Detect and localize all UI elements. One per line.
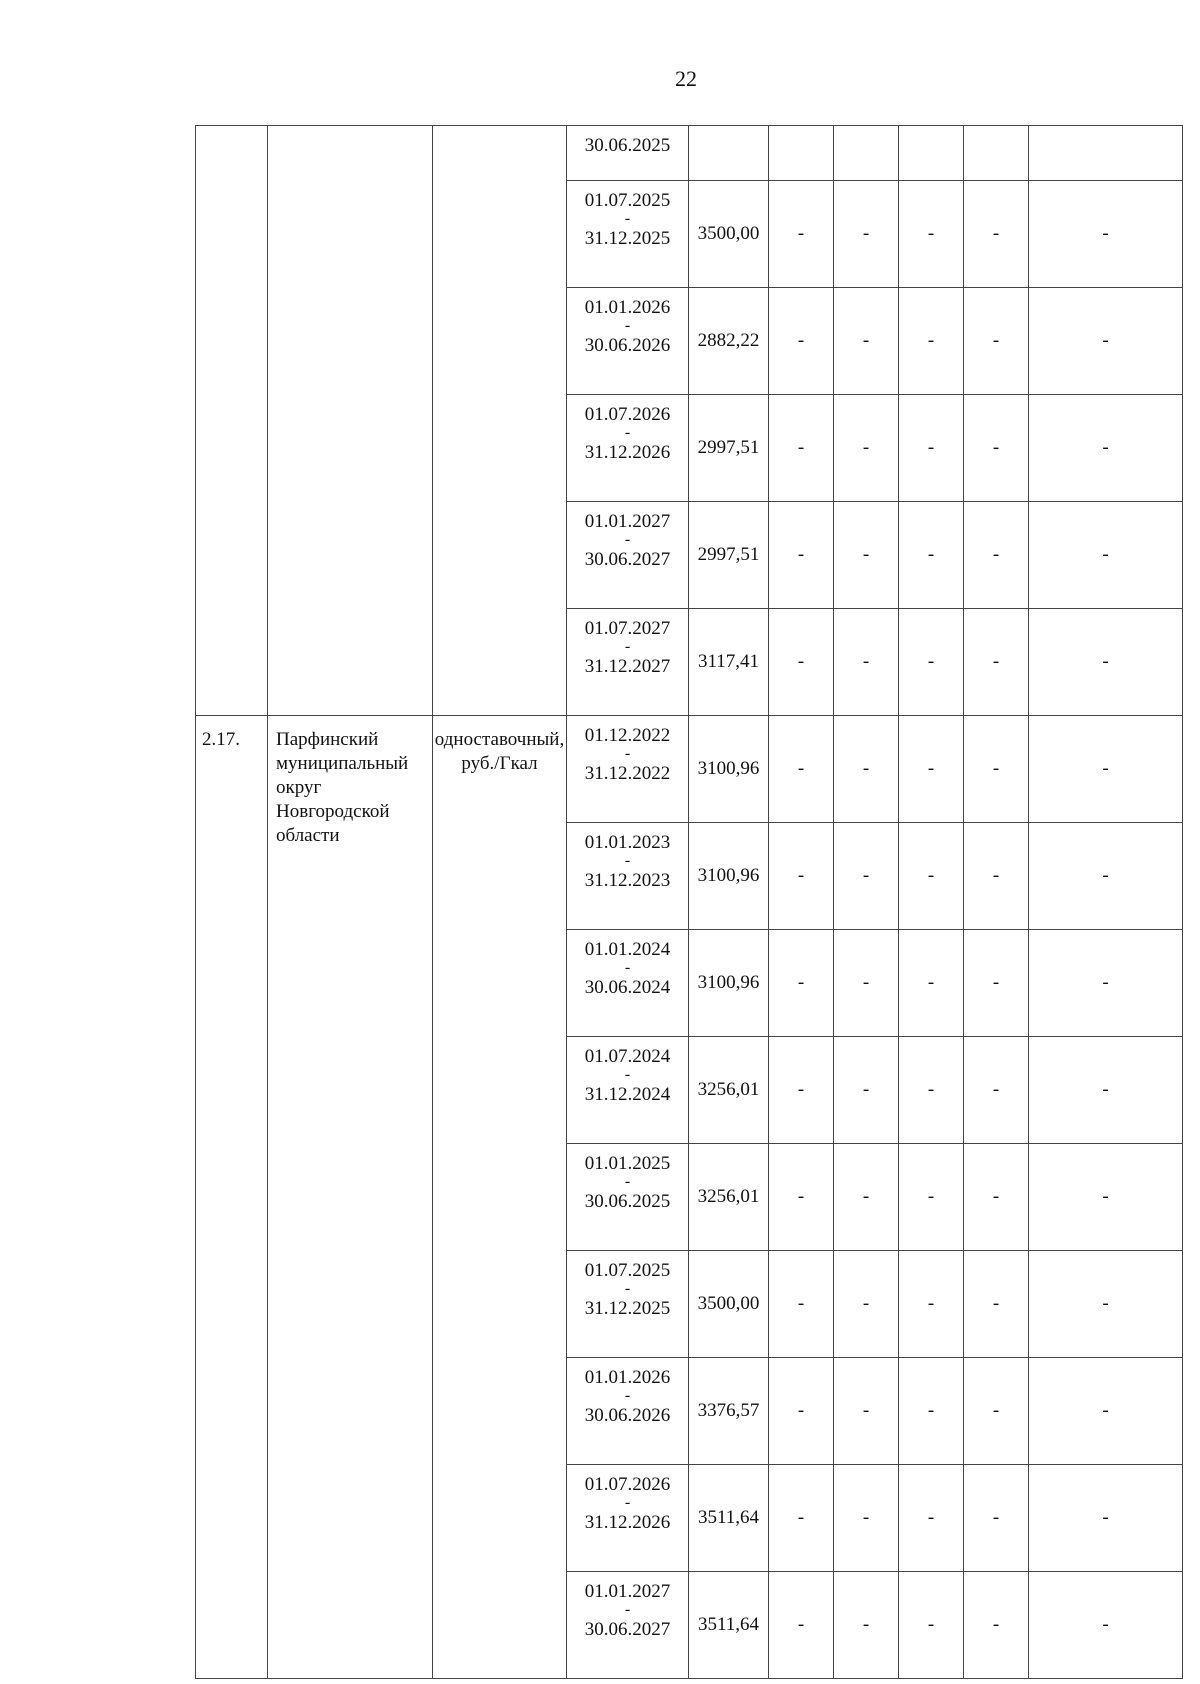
period-from: 01.01.2027 xyxy=(584,511,671,532)
dash-cell: - xyxy=(964,1144,1029,1251)
value-cell xyxy=(689,1358,769,1465)
value-cell xyxy=(689,823,769,930)
period-to: 31.12.2026 xyxy=(584,1512,671,1533)
dash-cell: - xyxy=(834,930,899,1037)
dash-cell: - xyxy=(1029,716,1183,823)
tariff-value: 2882,22 xyxy=(697,330,760,351)
table-row xyxy=(196,126,1183,181)
period-from: 01.01.2025 xyxy=(584,1153,671,1174)
value-cell xyxy=(689,1251,769,1358)
tariff-value: 3511,64 xyxy=(697,1614,760,1635)
dash-cell: - xyxy=(834,395,899,502)
period-from: 01.01.2024 xyxy=(584,939,671,960)
dash-cell: - xyxy=(1029,1037,1183,1144)
dash-cell: - xyxy=(1029,181,1183,288)
period-from: 01.01.2026 xyxy=(584,297,671,318)
value-cell xyxy=(689,1144,769,1251)
period-separator: - xyxy=(624,1494,631,1511)
value-cell xyxy=(689,930,769,1037)
period-from: 01.01.2027 xyxy=(584,1581,671,1602)
period-separator: - xyxy=(624,317,631,334)
dash-cell: - xyxy=(834,1037,899,1144)
period-separator: - xyxy=(624,210,631,227)
dash-cell: - xyxy=(964,1251,1029,1358)
dash-cell: - xyxy=(769,1144,834,1251)
tariff-type-cell xyxy=(433,126,567,716)
dash-cell: - xyxy=(964,502,1029,609)
dash-cell: - xyxy=(964,1572,1029,1679)
dash-cell: - xyxy=(964,1465,1029,1572)
dash-cell xyxy=(899,126,964,181)
dash-cell: - xyxy=(769,288,834,395)
period-from: 01.07.2024 xyxy=(584,1046,671,1067)
dash-cell: - xyxy=(899,1251,964,1358)
period-to: 30.06.2024 xyxy=(584,977,671,998)
dash-cell: - xyxy=(964,288,1029,395)
period-from: 01.01.2026 xyxy=(584,1367,671,1388)
dash-cell: - xyxy=(899,502,964,609)
dash-cell: - xyxy=(834,181,899,288)
period-cell xyxy=(567,502,689,609)
dash-cell: - xyxy=(1029,502,1183,609)
dash-cell: - xyxy=(769,395,834,502)
period-separator: - xyxy=(624,745,631,762)
period-to: 30.06.2025 xyxy=(584,1191,671,1212)
period-to: 30.06.2026 xyxy=(584,1405,671,1426)
period-to: 31.12.2024 xyxy=(584,1084,671,1105)
tariff-type-cell: одноставочный, руб./Гкал xyxy=(433,716,567,1679)
period-separator: - xyxy=(624,959,631,976)
tariff-value: 2997,51 xyxy=(697,544,760,565)
period-separator: - xyxy=(624,852,631,869)
value-cell xyxy=(689,1037,769,1144)
period-cell xyxy=(567,823,689,930)
dash-cell: - xyxy=(769,1465,834,1572)
dash-cell: - xyxy=(769,716,834,823)
tariff-value: 3500,00 xyxy=(697,1293,760,1314)
period-separator: - xyxy=(624,1601,631,1618)
dash-cell: - xyxy=(1029,930,1183,1037)
tariff-value: 3100,96 xyxy=(697,865,760,886)
period-cell xyxy=(567,1465,689,1572)
period-separator: - xyxy=(624,531,631,548)
dash-cell: - xyxy=(769,1037,834,1144)
period-to: 31.12.2025 xyxy=(584,228,671,249)
period-cell xyxy=(567,1251,689,1358)
period-separator: - xyxy=(624,424,631,441)
dash-cell: - xyxy=(834,288,899,395)
page-number: 22 xyxy=(675,66,697,91)
period-cell xyxy=(567,930,689,1037)
period-from: 01.07.2026 xyxy=(584,404,671,425)
dash-cell: - xyxy=(834,1144,899,1251)
name-cell: Парфинский муниципальный округ Новгородской области xyxy=(268,716,433,1679)
period-end: 30.06.2025 xyxy=(584,135,671,156)
dash-cell: - xyxy=(769,1358,834,1465)
period-cell xyxy=(567,395,689,502)
dash-cell: - xyxy=(1029,1465,1183,1572)
dash-cell: - xyxy=(899,1037,964,1144)
period-cell xyxy=(567,1572,689,1679)
tariff-value: 3117,41 xyxy=(697,651,760,672)
dash-cell: - xyxy=(834,1572,899,1679)
dash-cell: - xyxy=(769,1251,834,1358)
period-to: 30.06.2027 xyxy=(584,549,671,570)
period-from: 01.12.2022 xyxy=(584,725,671,746)
dash-cell: - xyxy=(834,716,899,823)
tariff-table xyxy=(195,125,1183,1679)
number-cell: 2.17. xyxy=(196,716,268,1679)
period-from: 01.07.2025 xyxy=(584,1260,671,1281)
dash-cell: - xyxy=(899,288,964,395)
value-cell xyxy=(689,288,769,395)
dash-cell: - xyxy=(834,1251,899,1358)
dash-cell: - xyxy=(769,609,834,716)
value-cell xyxy=(689,395,769,502)
dash-cell: - xyxy=(964,609,1029,716)
dash-cell: - xyxy=(834,609,899,716)
dash-cell: - xyxy=(899,1358,964,1465)
dash-cell: - xyxy=(1029,288,1183,395)
dash-cell: - xyxy=(1029,1251,1183,1358)
period-to: 31.12.2023 xyxy=(584,870,671,891)
period-cell xyxy=(567,288,689,395)
dash-cell xyxy=(769,126,834,181)
dash-cell xyxy=(1029,126,1183,181)
number-cell xyxy=(196,126,268,716)
period-cell xyxy=(567,609,689,716)
dash-cell: - xyxy=(899,716,964,823)
period-cell xyxy=(567,126,689,181)
period-cell xyxy=(567,1144,689,1251)
value-cell xyxy=(689,1572,769,1679)
value-cell xyxy=(689,609,769,716)
dash-cell: - xyxy=(1029,1358,1183,1465)
tariff-value: 3100,96 xyxy=(697,758,760,779)
dash-cell: - xyxy=(1029,609,1183,716)
dash-cell: - xyxy=(1029,1144,1183,1251)
period-from: 01.07.2025 xyxy=(584,190,671,211)
dash-cell: - xyxy=(899,1144,964,1251)
tariff-value: 3256,01 xyxy=(697,1186,760,1207)
period-to: 30.06.2027 xyxy=(584,1619,671,1640)
dash-cell: - xyxy=(769,502,834,609)
tariff-value: 2997,51 xyxy=(697,437,760,458)
period-separator: - xyxy=(624,1066,631,1083)
name-cell xyxy=(268,126,433,716)
dash-cell xyxy=(964,126,1029,181)
value-cell xyxy=(689,716,769,823)
period-from: 01.07.2027 xyxy=(584,618,671,639)
value-cell xyxy=(689,1465,769,1572)
dash-cell xyxy=(834,126,899,181)
dash-cell: - xyxy=(964,1037,1029,1144)
dash-cell: - xyxy=(1029,1572,1183,1679)
period-separator: - xyxy=(624,1280,631,1297)
period-separator: - xyxy=(624,638,631,655)
dash-cell: - xyxy=(1029,395,1183,502)
dash-cell: - xyxy=(769,823,834,930)
dash-cell: - xyxy=(899,823,964,930)
table-row xyxy=(196,716,1183,823)
dash-cell: - xyxy=(834,1358,899,1465)
dash-cell: - xyxy=(964,181,1029,288)
value-cell xyxy=(689,181,769,288)
period-to: 30.06.2026 xyxy=(584,335,671,356)
dash-cell: - xyxy=(1029,823,1183,930)
dash-cell: - xyxy=(834,1465,899,1572)
period-to: 31.12.2022 xyxy=(584,763,671,784)
period-cell xyxy=(567,1358,689,1465)
value-cell xyxy=(689,502,769,609)
tariff-value: 3500,00 xyxy=(697,223,760,244)
dash-cell: - xyxy=(899,395,964,502)
period-separator: - xyxy=(624,1173,631,1190)
period-cell xyxy=(567,716,689,823)
dash-cell: - xyxy=(899,1572,964,1679)
period-from: 01.07.2026 xyxy=(584,1474,671,1495)
dash-cell: - xyxy=(899,1465,964,1572)
period-from: 01.01.2023 xyxy=(584,832,671,853)
dash-cell: - xyxy=(769,930,834,1037)
period-to: 31.12.2027 xyxy=(584,656,671,677)
dash-cell: - xyxy=(899,930,964,1037)
period-separator: - xyxy=(624,1387,631,1404)
tariff-value: 3256,01 xyxy=(697,1079,760,1100)
dash-cell: - xyxy=(964,1358,1029,1465)
value-cell xyxy=(689,126,769,181)
dash-cell: - xyxy=(834,502,899,609)
dash-cell: - xyxy=(964,395,1029,502)
period-to: 31.12.2026 xyxy=(584,442,671,463)
dash-cell: - xyxy=(769,1572,834,1679)
dash-cell: - xyxy=(899,609,964,716)
dash-cell: - xyxy=(964,823,1029,930)
period-to: 31.12.2025 xyxy=(584,1298,671,1319)
tariff-value: 3100,96 xyxy=(697,972,760,993)
tariff-value: 3376,57 xyxy=(697,1400,760,1421)
period-cell xyxy=(567,181,689,288)
tariff-value: 3511,64 xyxy=(697,1507,760,1528)
period-cell xyxy=(567,1037,689,1144)
dash-cell: - xyxy=(899,181,964,288)
dash-cell: - xyxy=(964,930,1029,1037)
dash-cell: - xyxy=(834,823,899,930)
dash-cell: - xyxy=(769,181,834,288)
dash-cell: - xyxy=(964,716,1029,823)
